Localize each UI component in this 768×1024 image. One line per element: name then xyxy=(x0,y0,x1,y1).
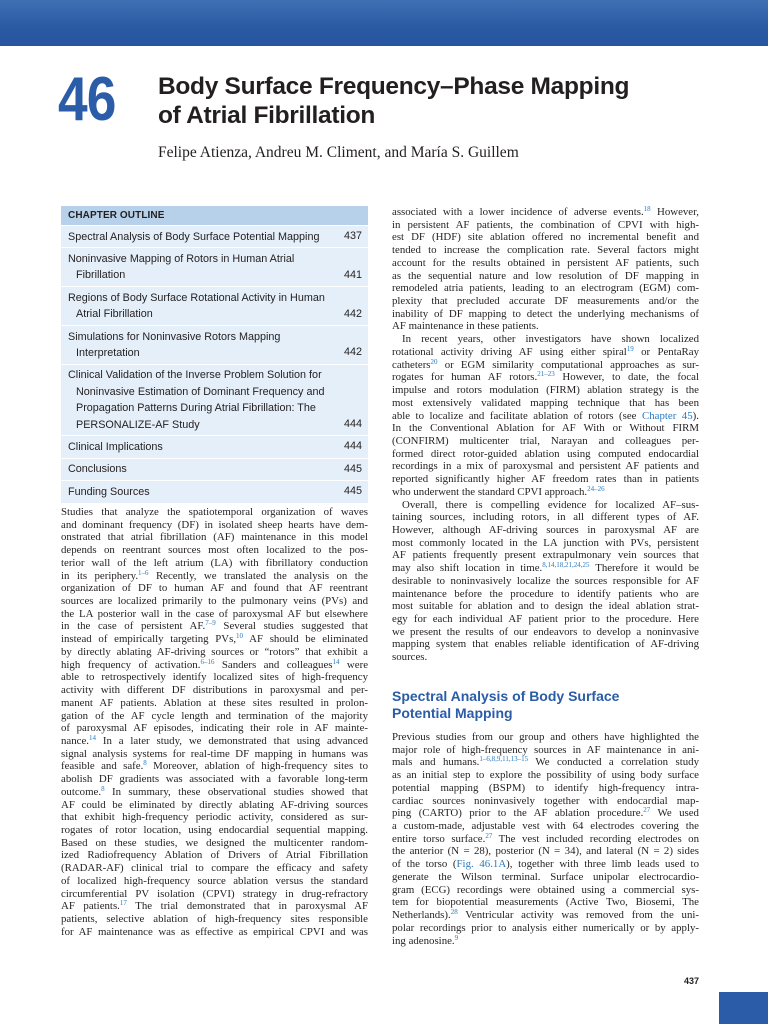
text-run: patients, selective ablation of high-frequency sites responsible xyxy=(61,913,368,925)
text-run: terior wall of the left atrium (LA) with fibrillatory conduction xyxy=(61,556,368,569)
citation-link[interactable]: 27 xyxy=(485,831,493,840)
text-line xyxy=(392,782,699,795)
chapter-outline-entry-title: Noninvasive Estimation of Dominant Frequency and xyxy=(76,385,325,398)
text-run: tem for biopotential measurements (Active Two, Biosemi, The xyxy=(392,896,699,909)
text-run: the anterior (N = 28), posterior (N = 34), and lateral (N = 2) sides xyxy=(392,845,699,858)
text-line xyxy=(392,320,699,333)
text-line xyxy=(61,849,368,862)
chapter-outline-entry-page: 441 xyxy=(343,268,362,281)
text-line xyxy=(61,531,368,544)
text-run: onstrated that atrial fibrillation (AF) maintenance in this model xyxy=(61,531,368,544)
text-line xyxy=(392,600,699,613)
citation-link[interactable]: 8 xyxy=(101,784,105,793)
text-run: entire torso surface. xyxy=(392,832,486,845)
chapter-outline-entry-page: 442 xyxy=(343,307,362,320)
chapter-title-line: of Atrial Fibrillation xyxy=(158,102,376,129)
text-line xyxy=(392,756,699,769)
text-run: that exhibit high-frequency periodic activity, considered as sur- xyxy=(61,811,368,824)
text-run: for AF maintenance was as effective as empirical CPVI and was xyxy=(61,925,368,938)
text-run: ized Radiofrequency Ablation of Drivers of Atrial Fibrillation xyxy=(61,849,368,862)
text-run: Several studies suggested that xyxy=(215,620,369,633)
text-run: (CONFIRM) multicenter trial, Narayan and colleagues per- xyxy=(392,434,699,447)
chapter-outline-entry-title: Regions of Body Surface Rotational Activity in Human xyxy=(68,291,325,304)
text-run: rogates of rotor location, using endocardial sequential mapping. xyxy=(61,823,368,836)
citation-link[interactable]: 14 xyxy=(89,733,96,742)
citation-link[interactable]: 8,14,18,21,24,25 xyxy=(542,561,590,570)
text-line xyxy=(392,626,699,639)
chapter-outline-entry-page: 444 xyxy=(343,440,362,453)
citation-link[interactable]: 19 xyxy=(626,344,634,353)
text-line xyxy=(392,346,699,359)
text-line xyxy=(392,282,699,295)
text-line xyxy=(392,909,699,922)
text-run: account for the results obtained in persistent AF patients, such xyxy=(392,256,699,269)
text-run: depends on reentrant sources most often localized to the pos- xyxy=(61,544,368,557)
text-line xyxy=(61,811,368,824)
text-run: In a later study, we demonstrated that using advanced xyxy=(96,734,368,747)
chapter-outline-entry[interactable] xyxy=(61,364,368,436)
text-run: outcome. xyxy=(61,785,102,798)
chapter-title-line: Body Surface Frequency–Phase Mapping xyxy=(158,73,630,100)
text-line xyxy=(392,845,699,858)
chapter-outline-entry[interactable] xyxy=(61,435,368,457)
text-run: who underwent the standard CPVI approach. xyxy=(392,485,588,498)
text-line xyxy=(61,722,368,735)
text-run: manent AF patients. Ablation at these sites resulted in prolon- xyxy=(61,696,368,709)
text-line xyxy=(392,422,699,435)
text-line xyxy=(61,659,368,672)
text-line xyxy=(61,646,368,659)
text-run: as an initial step to explore the possibility of using body surface xyxy=(392,769,699,782)
text-run: most suitable for ablation and to design the ideal ablation strat- xyxy=(392,600,699,613)
chapter-outline-entry-title: Interpretation xyxy=(76,346,140,359)
text-run: circumferential PV isolation (CPVI) strategy in drug-refractory xyxy=(61,887,368,900)
text-run: abolish DF gradients was associated with a favorable long-term xyxy=(61,773,368,786)
citation-link[interactable]: 24–26 xyxy=(587,484,605,493)
citation-link[interactable]: 14 xyxy=(332,657,340,666)
text-line xyxy=(61,684,368,697)
section-heading-line: Potential Mapping xyxy=(392,705,513,721)
text-run: signal analysis systems for real-time DF mapping in humans was xyxy=(61,747,368,760)
text-line xyxy=(392,833,699,846)
text-run: of paroxysmal AF episodes, indicating their role in AF mainte- xyxy=(61,722,368,735)
text-run: most extensively validated mapping technique that has been xyxy=(392,396,699,409)
text-line xyxy=(61,875,368,888)
text-line xyxy=(61,582,368,595)
text-run: Therefore it would be xyxy=(589,562,699,575)
text-run: mals and humans. xyxy=(392,756,480,769)
text-run: potential mapping (BSPM) to identify high-frequency intra- xyxy=(392,781,699,794)
text-run: catheters xyxy=(392,358,431,371)
chapter-outline-entry-page: 437 xyxy=(343,230,362,242)
text-line xyxy=(392,371,699,384)
text-run: tended to increase the complication rate. Several factors might xyxy=(392,244,699,257)
citation-link[interactable]: 10 xyxy=(236,632,244,641)
text-run: the LA posterior wall in the case of paroxysmal AF but elsewhere xyxy=(61,607,368,620)
citation-link[interactable]: 8 xyxy=(143,759,147,768)
text-run: rogates for human AF rotors. xyxy=(392,371,538,384)
text-run: maintenance before the procedure to identify patients who are xyxy=(392,587,699,600)
chapter-outline-entry-title: Funding Sources xyxy=(68,485,150,498)
text-run: However, xyxy=(650,206,700,218)
text-run: In the Conventional Ablation for AF With or Without FIRM xyxy=(392,422,699,435)
text-run: AF could be eliminated by directly ablating AF-driving sources xyxy=(61,798,368,811)
text-line xyxy=(61,824,368,837)
text-line xyxy=(392,871,699,884)
chapter-outline-entry[interactable] xyxy=(61,458,368,480)
text-run: Studies that analyze the spatiotemporal organization of waves xyxy=(61,506,368,518)
text-run: rotational activity driving AF using either spiral xyxy=(392,345,627,358)
chapter-outline-entry-page: 445 xyxy=(343,485,362,498)
page-number: 437 xyxy=(684,976,700,986)
text-line xyxy=(392,333,699,346)
chapter-outline-entry-title: Simulations for Noninvasive Rotors Mapping xyxy=(68,330,281,343)
chapter-outline-entry[interactable] xyxy=(61,225,368,247)
text-run: (RADAR-AF) clinical trial to compare the efficacy and safety xyxy=(61,862,368,875)
section-heading-line: Spectral Analysis of Body Surface xyxy=(392,688,620,704)
text-run: sources. xyxy=(392,651,428,664)
text-run: reported significantly higher AF freedom rates than in patients xyxy=(392,473,699,486)
citation-link[interactable]: 27 xyxy=(643,806,651,815)
text-line xyxy=(61,544,368,557)
chapter-outline-entry-page: 444 xyxy=(343,418,362,431)
text-run: major role of high-frequency sources in AF maintenance in ani- xyxy=(392,743,699,756)
text-line xyxy=(61,595,368,608)
citation-link[interactable]: 7–9 xyxy=(205,619,216,628)
text-line xyxy=(392,575,699,588)
text-run: egy for each individual AF patient prior to the procedure. Here xyxy=(392,613,699,625)
chapter-outline-entry-title: Conclusions xyxy=(68,463,127,476)
chapter-outline-entry-title: Propagation Patterns During Atrial Fibrillation: The xyxy=(76,402,316,415)
section-body-text xyxy=(392,731,699,947)
text-line xyxy=(61,862,368,875)
text-run: However, although AF-driving sources in paroxysmal AF are xyxy=(392,523,699,536)
body-text-right-column xyxy=(392,206,699,664)
text-run: in persistent AF patients, the combination of CPVI with high- xyxy=(392,218,699,231)
text-run: or EGM similarity computational approaches as sur- xyxy=(437,358,699,371)
text-line xyxy=(392,562,699,575)
text-run: high frequency of activation. xyxy=(61,658,201,671)
text-run: Recently, we translated the analysis on the xyxy=(148,569,368,582)
chapter-outline-entry-title: Spectral Analysis of Body Surface Potential Mapping xyxy=(68,230,320,243)
citation-link[interactable]: 9 xyxy=(454,933,459,942)
text-line xyxy=(392,397,699,410)
text-line xyxy=(392,935,699,948)
text-run: mapping system that enables reliable identification of AF-driving xyxy=(392,638,699,651)
cross-reference-link[interactable]: Fig. 46.1A xyxy=(456,858,507,871)
chapter-authors: Felipe Atienza, Andreu M. Climent, and María S. Guillem xyxy=(158,144,519,161)
text-line xyxy=(392,473,699,486)
text-run: in the case of persistent AF. xyxy=(61,620,206,633)
citation-link[interactable]: 1–6,8,9,11,13–15 xyxy=(479,755,529,764)
text-line xyxy=(61,773,368,786)
text-line xyxy=(392,270,699,283)
chapter-outline-entry-title: Atrial Fibrillation xyxy=(76,308,153,321)
text-run: AF patients frequently present extrapulmonary vein sources that xyxy=(392,549,699,562)
text-run: most commonly located in the LA junction with PVs, persistent xyxy=(392,536,699,549)
text-run: nance. xyxy=(61,734,89,747)
text-line xyxy=(392,206,699,219)
text-run: as the sequential nature and low resolution of DF mapping in xyxy=(392,269,699,282)
text-run: Moreover, ablation of high-frequency sites to xyxy=(146,760,368,773)
text-run: ing adenosine. xyxy=(392,934,455,947)
text-line xyxy=(392,448,699,461)
text-run: of the torso ( xyxy=(392,858,457,871)
page-corner-tab xyxy=(719,992,768,1024)
text-line xyxy=(61,799,368,812)
text-line xyxy=(61,671,368,684)
chapter-outline-entry-title: Clinical Validation of the Inverse Problem Solution for xyxy=(68,369,322,382)
text-run: of localized high-frequency source ablation versus the standard xyxy=(61,874,368,887)
text-run: recordings in a mix of paroxysmal and persistent AF patients and xyxy=(392,460,699,473)
text-run: generate the Wilson terminal. Surface unipolar electrocardio- xyxy=(392,870,699,883)
text-line xyxy=(392,435,699,448)
text-run: In summary, these observational studies showed that xyxy=(104,785,368,798)
text-line xyxy=(392,295,699,308)
text-run: in its periphery. xyxy=(61,569,139,582)
text-run: AF should be eliminated xyxy=(243,633,369,646)
chapter-outline-entry[interactable] xyxy=(61,247,368,286)
text-run: polar recordings prior to analysis either numerically or by apply- xyxy=(392,921,699,934)
text-line xyxy=(61,735,368,748)
text-run: We used xyxy=(650,807,699,820)
text-run: AF patients. xyxy=(61,900,120,913)
text-run: remodeled atria patients, leading to an electrogram (EGM) com- xyxy=(392,282,699,295)
citation-link[interactable]: 1–6 xyxy=(138,568,149,577)
text-line xyxy=(61,570,368,583)
text-run: organization of DF to human AF and found that AF reentrant xyxy=(61,582,368,595)
text-run: able to retrospectively identify localized sites of high-frequency xyxy=(61,671,368,684)
chapter-outline-entry[interactable] xyxy=(61,286,368,325)
text-run: desirable to noninvasively localize the sources responsible for AF xyxy=(392,574,699,587)
text-line xyxy=(61,888,368,901)
text-line xyxy=(392,858,699,871)
text-line xyxy=(392,731,699,744)
text-run: or PentaRay xyxy=(633,345,700,358)
text-line xyxy=(392,499,699,512)
chapter-title xyxy=(158,72,718,130)
text-line xyxy=(392,486,699,499)
text-line xyxy=(392,219,699,232)
text-line xyxy=(61,710,368,723)
chapter-outline xyxy=(61,206,368,503)
text-line xyxy=(61,786,368,799)
citation-link[interactable]: 18 xyxy=(643,205,651,213)
chapter-outline-entry-title: Fibrillation xyxy=(76,269,126,282)
text-line xyxy=(61,557,368,570)
citation-link[interactable]: 28 xyxy=(450,908,458,917)
chapter-outline-entry-title: Clinical Implications xyxy=(68,440,163,453)
text-run: The vest included recording electrodes on xyxy=(492,832,699,845)
text-line xyxy=(392,384,699,397)
chapter-outline-entry-page: 445 xyxy=(343,462,362,475)
text-run: may also shift location in time. xyxy=(392,562,543,575)
text-line xyxy=(392,537,699,550)
chapter-number: 46 xyxy=(58,65,116,134)
text-line xyxy=(61,633,368,646)
header-band xyxy=(0,0,768,46)
text-line xyxy=(392,410,699,423)
text-line xyxy=(61,620,368,633)
text-line xyxy=(392,922,699,935)
text-run: In recent years, other investigators have shown localized xyxy=(402,333,699,346)
text-run: by directly ablating AF-driving sources or “rotors” that exhibit a xyxy=(61,645,368,658)
text-line xyxy=(392,769,699,782)
text-line xyxy=(61,913,368,926)
text-run: We conducted a correlation study xyxy=(528,756,700,769)
text-run: Ventricular activity was removed from the uni- xyxy=(457,909,699,922)
text-line xyxy=(392,231,699,244)
text-line xyxy=(392,524,699,537)
text-run: cardiac sources noninvasively together with endocardial map- xyxy=(392,794,699,807)
chapter-outline-heading: CHAPTER OUTLINE xyxy=(61,206,368,225)
text-line xyxy=(392,613,699,626)
text-run: a custom-made, adjustable vest with 64 electrodes covering the xyxy=(392,820,699,833)
text-run: However, to date, the focal xyxy=(554,371,699,384)
cross-reference-link[interactable]: Chapter 45 xyxy=(641,409,693,422)
text-run: plexity that precluded accurate DF measurements and/or the xyxy=(392,295,699,308)
text-run: The trial demonstrated that in paroxysmal AF xyxy=(126,900,368,913)
text-line xyxy=(392,651,699,664)
text-run: able to localize and facilitate ablation of rotors (see xyxy=(392,409,642,422)
text-run: Overall, there is compelling evidence for localized AF–sus- xyxy=(402,498,699,511)
chapter-outline-entry-title: PERSONALIZE-AF Study xyxy=(76,418,200,431)
text-line xyxy=(392,257,699,270)
text-run: activity with different DF distributions in paroxysmal and per- xyxy=(61,684,368,697)
chapter-outline-list xyxy=(61,225,368,503)
chapter-outline-entry[interactable] xyxy=(61,325,368,364)
text-run: gation of the AF cycle length and termination of the majority xyxy=(61,709,368,722)
text-run: formed direct rotor-guided ablation using computed endocardial xyxy=(392,447,699,460)
text-run: impulse and rotors modulation (FIRM) ablation strategy is the xyxy=(392,384,699,397)
section-heading xyxy=(392,688,699,722)
text-run: est DF (HDF) site ablation offered no incremental benefit and xyxy=(392,231,699,244)
text-line xyxy=(61,760,368,773)
chapter-outline-entry-page: 442 xyxy=(343,346,362,359)
text-line xyxy=(61,697,368,710)
text-run: Based on these studies, we designed the multicenter random- xyxy=(61,836,368,849)
text-line xyxy=(392,744,699,757)
citation-link[interactable]: 17 xyxy=(119,899,127,908)
text-line xyxy=(392,795,699,808)
text-run: AF maintenance in these patients. xyxy=(392,320,539,333)
text-run: sources are localized primarily to the pulmonary veins (PVs) and xyxy=(61,595,368,608)
text-line xyxy=(392,884,699,897)
text-run: were xyxy=(339,658,369,671)
chapter-outline-entry-title: Noninvasive Mapping of Rotors in Human Atrial xyxy=(68,252,295,265)
text-run: and dominant frequency (DF) in isolated sheep hearts have dem- xyxy=(61,518,368,531)
text-line xyxy=(392,820,699,833)
text-run: ). xyxy=(692,409,699,422)
citation-link[interactable]: 20 xyxy=(430,357,438,366)
text-run: inability of DF mapping to detect the underlying mechanisms of xyxy=(392,307,699,320)
chapter-outline-entry[interactable] xyxy=(61,480,368,502)
text-run: Previous studies from our group and others have highlighted the xyxy=(392,731,699,743)
text-line xyxy=(392,244,699,257)
text-line xyxy=(61,506,368,519)
text-line xyxy=(392,460,699,473)
text-run: instead of empirically targeting PVs, xyxy=(61,633,237,646)
citation-link[interactable]: 21–23 xyxy=(537,370,555,379)
text-run: gram (ECG) recordings were obtained using a commercial sys- xyxy=(392,883,699,896)
text-run: feasible and safe. xyxy=(61,760,144,773)
text-line xyxy=(392,638,699,651)
text-line xyxy=(61,926,368,939)
text-line xyxy=(392,588,699,601)
text-line xyxy=(61,519,368,532)
text-line xyxy=(392,896,699,909)
text-line xyxy=(392,308,699,321)
text-line xyxy=(61,837,368,850)
text-line xyxy=(392,511,699,524)
text-run: Netherlands). xyxy=(392,909,451,922)
text-run: associated with a lower incidence of adverse events. xyxy=(392,206,644,218)
text-run: ping (CARTO) prior to the AF ablation procedure. xyxy=(392,807,644,820)
text-run: we present the results of our endeavors to develop a noninvasive xyxy=(392,625,699,638)
text-run: Sanders and colleagues xyxy=(214,658,333,671)
text-line xyxy=(392,807,699,820)
text-line xyxy=(61,900,368,913)
text-run: ), together with three limb leads used to xyxy=(506,858,699,871)
citation-link[interactable]: 6–16 xyxy=(200,657,215,666)
text-line xyxy=(61,748,368,761)
body-text-left-column xyxy=(61,506,368,938)
text-run: taining sources, including rotors, in all different types of AF. xyxy=(392,511,699,524)
